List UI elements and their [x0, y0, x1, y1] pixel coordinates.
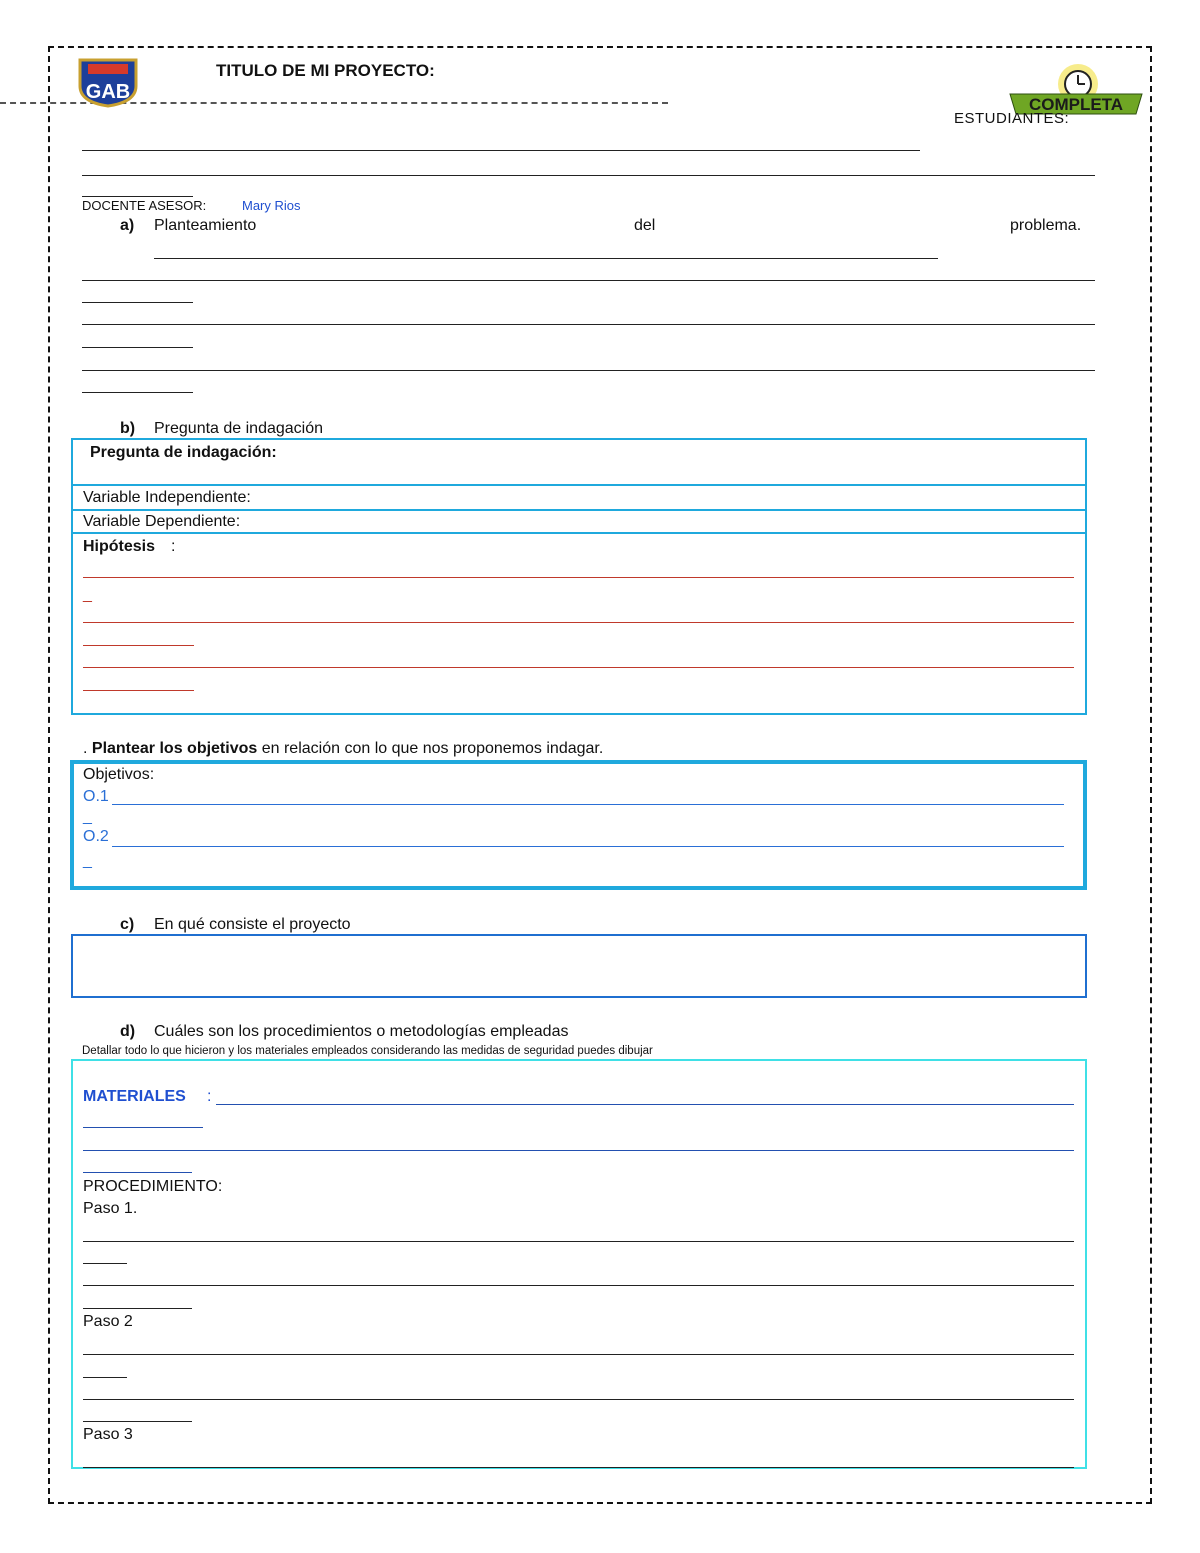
hypothesis-line-2b — [83, 645, 194, 646]
problem-line-2 — [82, 324, 1095, 325]
objective-1-line — [112, 804, 1064, 805]
step-2-line-2b — [83, 1421, 192, 1422]
section-d-note: Detallar todo lo que hicieron y los materiales empleados considerando las medidas de seguridad puedes dibujar — [82, 1045, 653, 1057]
objective-2-line — [112, 846, 1064, 847]
materials-line-1 — [216, 1104, 1074, 1105]
section-a-word-3: problema. — [1010, 217, 1082, 234]
hypothesis-line-2 — [83, 622, 1074, 623]
advisor-name: Mary Rios — [242, 198, 301, 213]
hypothesis-box — [71, 532, 1087, 715]
badge-text: COMPLETA — [1028, 95, 1124, 114]
materials-line-1b — [83, 1127, 203, 1128]
objective-1-label: O.1 — [83, 788, 109, 805]
step-1-line-2b — [83, 1308, 192, 1309]
problem-line-0 — [154, 258, 938, 259]
procedures-box — [71, 1059, 1087, 1469]
school-logo-text: GAB — [85, 81, 131, 103]
hypothesis-dash: _ — [83, 586, 92, 603]
project-title-label: TITULO DE MI PROYECTO: — [216, 61, 435, 80]
problem-line-1b — [82, 302, 193, 303]
step-2-line-1b — [83, 1377, 127, 1378]
objectives-intro-rest: en relación con lo que nos proponemos indagar. — [257, 740, 604, 757]
hypothesis-line-1 — [83, 577, 1074, 578]
materials-colon: : — [207, 1088, 212, 1105]
advisor-label: DOCENTE ASESOR: — [82, 198, 207, 213]
step-2-label: Paso 2 — [83, 1313, 133, 1330]
step-2-line-2 — [83, 1399, 1074, 1400]
step-1-line-2 — [83, 1285, 1074, 1286]
problem-line-1 — [82, 280, 1095, 281]
step-2-line-1 — [83, 1354, 1074, 1355]
section-a-word-2: del — [634, 217, 656, 234]
section-a-letter: a) — [120, 217, 135, 234]
section-d-heading: Cuáles son los procedimientos o metodologías empleadas — [154, 1023, 569, 1040]
objectives-intro-bold: Plantear los objetivos — [91, 740, 258, 757]
problem-line-3b — [82, 392, 193, 393]
hypothesis-colon: : — [171, 538, 176, 555]
materials-line-2 — [83, 1150, 1074, 1151]
procedure-label: PROCEDIMIENTO: — [83, 1178, 223, 1195]
section-c-letter: c) — [120, 916, 135, 933]
materials-line-2b — [83, 1172, 192, 1173]
students-label: ESTUDIANTES: — [954, 110, 1070, 127]
section-b-heading: Pregunta de indagación — [154, 420, 324, 437]
project-description-box — [71, 934, 1087, 998]
section-d-letter: d) — [120, 1023, 136, 1040]
problem-line-3 — [82, 370, 1095, 371]
step-1-label: Paso 1. — [83, 1200, 138, 1217]
step-1-line-1b — [83, 1263, 127, 1264]
independent-var-label: Variable Independiente: — [83, 489, 251, 506]
section-a-word-1: Planteamiento — [154, 217, 257, 234]
step-3-line-1 — [83, 1467, 1074, 1468]
objective-2-label: O.2 — [83, 828, 109, 845]
objectives-intro-prefix: . — [83, 740, 92, 757]
objective-2-dash: _ — [83, 852, 92, 869]
inquiry-question-title: Pregunta de indagación: — [90, 444, 277, 461]
objectives-intro — [83, 740, 603, 758]
objectives-box — [70, 760, 1087, 890]
students-line-1 — [82, 150, 920, 151]
hypothesis-line-3 — [83, 667, 1074, 668]
section-b-letter: b) — [120, 420, 136, 437]
students-line-2 — [82, 175, 1095, 176]
problem-line-2b — [82, 347, 193, 348]
dependent-var-label: Variable Dependiente: — [83, 513, 241, 530]
section-c-heading: En qué consiste el proyecto — [154, 916, 351, 933]
objectives-label: Objetivos: — [83, 766, 155, 783]
hypothesis-label: Hipótesis — [83, 538, 156, 555]
objective-1-dash: _ — [83, 808, 92, 825]
hypothesis-line-3b — [83, 690, 194, 691]
step-1-line-1 — [83, 1241, 1074, 1242]
step-3-label: Paso 3 — [83, 1426, 133, 1443]
school-shield-logo-icon — [76, 56, 140, 108]
materials-label: MATERIALES — [83, 1088, 186, 1105]
